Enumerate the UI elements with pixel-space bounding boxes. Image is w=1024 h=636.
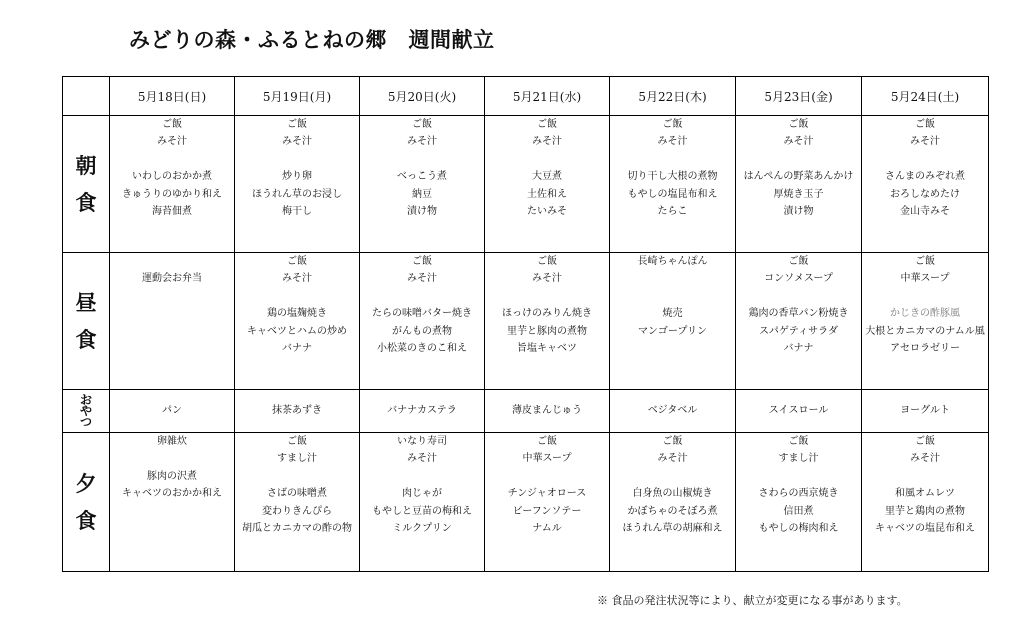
menu-cell	[862, 433, 989, 572]
menu-item: みそ汁	[910, 453, 940, 465]
menu-item	[610, 151, 735, 168]
menu-item	[110, 151, 234, 168]
menu-item: マンゴープリン	[637, 325, 708, 337]
menu-cell	[862, 390, 989, 433]
menu-item: さばの味噌煮	[267, 488, 327, 500]
day-header: 5月20日(火)	[360, 77, 485, 116]
menu-item: バナナ	[282, 343, 312, 355]
menu-item: ご飯	[537, 256, 557, 267]
menu-item: ミルクプリン	[392, 523, 452, 535]
menu-item: 薄皮まんじゅう	[512, 405, 582, 417]
menu-cell	[235, 116, 360, 253]
menu-item: 抹茶あずき	[272, 405, 322, 417]
menu-item	[862, 468, 988, 485]
meal-label-char: 昼	[75, 290, 97, 315]
menu-item: みそ汁	[407, 136, 437, 148]
day-header: 5月23日(金)	[736, 77, 862, 116]
menu-item: ご飯	[537, 436, 557, 447]
menu-cell	[610, 116, 736, 253]
menu-item: 肉じゃが	[402, 488, 442, 500]
menu-item: ご飯	[915, 436, 935, 447]
menu-item: たらこ	[657, 206, 688, 218]
menu-item: ご飯	[412, 119, 432, 130]
menu-item: 大根とカニカマのナムル風	[865, 325, 985, 337]
menu-item	[862, 151, 988, 168]
menu-item: ご飯	[915, 256, 935, 267]
menu-item: バナナカステラ	[387, 405, 457, 417]
menu-cell	[862, 116, 989, 253]
menu-item: ご飯	[537, 119, 557, 130]
meal-label-char: 食	[75, 508, 97, 533]
menu-item: ご飯	[788, 256, 809, 267]
menu-cell	[736, 116, 862, 253]
footnote: ※ 食品の発注状況等により、献立が変更になる事があります。	[597, 594, 908, 607]
menu-item	[110, 450, 234, 467]
menu-item	[485, 288, 609, 305]
menu-item: ご飯	[662, 119, 683, 130]
menu-cell	[235, 253, 360, 390]
menu-item: 炒り卵	[282, 171, 312, 183]
menu-item: みそ汁	[783, 136, 814, 148]
menu-cell	[360, 390, 485, 433]
menu-cell	[736, 390, 862, 433]
menu-item: 里芋と鶏肉の煮物	[885, 505, 965, 517]
menu-cell	[485, 433, 610, 572]
menu-item: はんぺんの野菜あんかけ	[743, 171, 854, 183]
menu-cell	[736, 253, 862, 390]
menu-item: 鶏の塩麹焼き	[267, 308, 327, 320]
menu-item: さんまのみぞれ煮	[885, 171, 965, 183]
menu-item: みそ汁	[282, 136, 312, 148]
menu-item: ヨーグルト	[900, 405, 950, 417]
menu-item: パン	[162, 405, 182, 417]
menu-item: みそ汁	[282, 273, 312, 285]
weekly-menu-table	[62, 76, 989, 572]
menu-item	[360, 468, 484, 485]
menu-cell	[485, 116, 610, 253]
menu-item	[360, 151, 484, 168]
menu-item: 信田煮	[783, 505, 814, 517]
menu-item: ご飯	[287, 256, 307, 267]
menu-item: 胡瓜とカニカマの酢の物	[242, 523, 352, 535]
menu-item	[235, 288, 359, 305]
menu-item: がんもの煮物	[392, 325, 452, 337]
menu-item: 漬け物	[407, 206, 437, 218]
menu-cell	[610, 433, 736, 572]
menu-item: 金山寺みそ	[900, 206, 950, 218]
menu-item: 中華スープ	[522, 453, 572, 465]
menu-item: かぼちゃのそぼろ煮	[627, 505, 718, 517]
menu-item: 鶏肉の香草パン粉焼き	[748, 308, 849, 320]
menu-item: アセロラゼリー	[890, 343, 960, 355]
menu-item: キャベツとハムの炒め	[247, 325, 347, 337]
menu-item: ご飯	[412, 256, 432, 267]
breakfast-row	[63, 116, 989, 253]
menu-cell	[610, 253, 736, 390]
menu-item: みそ汁	[657, 136, 688, 148]
menu-item: 中華スープ	[900, 273, 950, 285]
menu-item: ビーフンソテー	[512, 505, 582, 517]
menu-item: 運動会お弁当	[142, 273, 202, 285]
menu-cell	[862, 253, 989, 390]
menu-item	[110, 253, 234, 270]
menu-item: コンソメスープ	[764, 273, 833, 285]
menu-cell	[110, 390, 235, 433]
day-header: 5月18日(日)	[110, 77, 235, 116]
menu-item	[610, 288, 735, 305]
menu-item	[235, 468, 359, 485]
menu-item: 海苔佃煮	[152, 206, 192, 218]
meal-label-char: 食	[75, 190, 97, 215]
menu-item: キャベツの塩昆布和え	[875, 523, 975, 535]
day-header-row	[63, 77, 989, 116]
menu-item: もやしと豆苗の梅和え	[372, 505, 472, 517]
menu-item: ご飯	[287, 436, 307, 447]
menu-item: みそ汁	[407, 453, 437, 465]
menu-item: ほっけのみりん焼き	[502, 308, 592, 320]
menu-item: かじきの酢豚風	[890, 308, 960, 320]
menu-cell	[736, 433, 862, 572]
menu-item: 旨塩キャベツ	[517, 343, 577, 355]
meal-label-char: お	[79, 392, 92, 407]
menu-cell	[360, 433, 485, 572]
menu-cell	[235, 433, 360, 572]
menu-item: ご飯	[287, 119, 307, 130]
corner-cell	[63, 77, 110, 116]
meal-label-char: 朝	[75, 153, 97, 178]
menu-item: すまし汁	[778, 453, 819, 465]
menu-item: 厚焼き玉子	[773, 188, 824, 200]
menu-item: みそ汁	[157, 136, 187, 148]
menu-item: もやしの塩昆布和え	[627, 188, 718, 200]
menu-item: 切り干し大根の煮物	[627, 171, 718, 183]
menu-cell	[110, 116, 235, 253]
menu-item	[360, 288, 484, 305]
day-header: 5月22日(木)	[610, 77, 736, 116]
menu-item: ナムル	[532, 523, 562, 535]
menu-item: いなり寿司	[397, 436, 447, 447]
menu-item: ご飯	[162, 119, 182, 130]
menu-item: みそ汁	[407, 273, 437, 285]
menu-item	[736, 151, 861, 168]
day-header: 5月21日(水)	[485, 77, 610, 116]
menu-item: ご飯	[915, 119, 935, 130]
menu-cell	[110, 253, 235, 390]
menu-item: 土佐和え	[527, 188, 567, 200]
menu-item: 里芋と豚肉の煮物	[507, 325, 587, 337]
menu-item: ベジタベル	[647, 405, 698, 417]
menu-item	[862, 288, 988, 305]
day-header: 5月24日(土)	[862, 77, 989, 116]
menu-item: チンジャオロース	[507, 488, 587, 500]
menu-cell	[360, 253, 485, 390]
meal-label	[63, 433, 110, 572]
menu-item	[485, 151, 609, 168]
menu-cell	[110, 433, 235, 572]
menu-item: 焼売	[662, 308, 683, 320]
menu-item: みそ汁	[532, 273, 562, 285]
menu-cell	[360, 116, 485, 253]
menu-cell	[485, 253, 610, 390]
menu-item: 卵雑炊	[157, 436, 187, 447]
menu-item: おろしなめたけ	[890, 188, 960, 200]
meal-label	[63, 253, 110, 390]
menu-item: 梅干し	[282, 206, 312, 218]
menu-item: べっこう煮	[397, 171, 447, 183]
meal-label	[63, 390, 110, 433]
menu-item: いわしのおかか煮	[132, 171, 212, 183]
menu-item: バナナ	[783, 343, 814, 355]
menu-item: すまし汁	[277, 453, 317, 465]
menu-item: スパゲティサラダ	[758, 325, 839, 337]
menu-item: キャベツのおかか和え	[122, 488, 222, 500]
day-header: 5月19日(月)	[235, 77, 360, 116]
menu-item: さわらの西京焼き	[758, 488, 839, 500]
menu-item	[485, 468, 609, 485]
meal-label	[63, 116, 110, 253]
meal-label-char: 食	[75, 327, 97, 352]
menu-item	[235, 151, 359, 168]
menu-item: たいみそ	[527, 206, 567, 218]
menu-item: たらの味噌バター焼き	[372, 308, 472, 320]
meal-label-char: つ	[79, 414, 92, 429]
snack-row	[63, 390, 989, 433]
menu-cell	[485, 390, 610, 433]
menu-item: 大豆煮	[532, 171, 562, 183]
dinner-row	[63, 433, 989, 572]
page-title: みどりの森・ふるとねの郷 週間献立	[129, 27, 495, 52]
menu-item: 小松菜のきのこ和え	[377, 343, 467, 355]
menu-item: みそ汁	[657, 453, 688, 465]
menu-item: スイスロール	[768, 405, 829, 417]
menu-item: ご飯	[662, 436, 683, 447]
menu-item: 和風オムレツ	[895, 488, 955, 500]
menu-item: みそ汁	[910, 136, 940, 148]
menu-item: 変わりきんぴら	[262, 505, 332, 517]
menu-item	[736, 288, 861, 305]
menu-item: きゅうりのゆかり和え	[122, 188, 222, 200]
menu-item: 豚肉の沢煮	[147, 470, 197, 482]
menu-item: 長崎ちゃんぽん	[637, 256, 708, 267]
menu-item: ご飯	[788, 436, 809, 447]
menu-item	[736, 468, 861, 485]
meal-label-char: や	[79, 403, 92, 418]
menu-cell	[610, 390, 736, 433]
menu-item	[610, 468, 735, 485]
menu-item: ほうれん草のお浸し	[252, 188, 342, 200]
menu-cell	[235, 390, 360, 433]
lunch-row	[63, 253, 989, 390]
menu-item: ご飯	[788, 119, 809, 130]
meal-label-char: 夕	[75, 471, 97, 496]
menu-item: 納豆	[412, 188, 432, 200]
menu-item: ほうれん草の胡麻和え	[622, 523, 723, 535]
menu-item: 漬け物	[783, 206, 814, 218]
menu-item: みそ汁	[532, 136, 562, 148]
menu-item: 白身魚の山椒焼き	[632, 488, 713, 500]
menu-item: もやしの梅肉和え	[758, 523, 839, 535]
menu-item	[610, 270, 735, 287]
